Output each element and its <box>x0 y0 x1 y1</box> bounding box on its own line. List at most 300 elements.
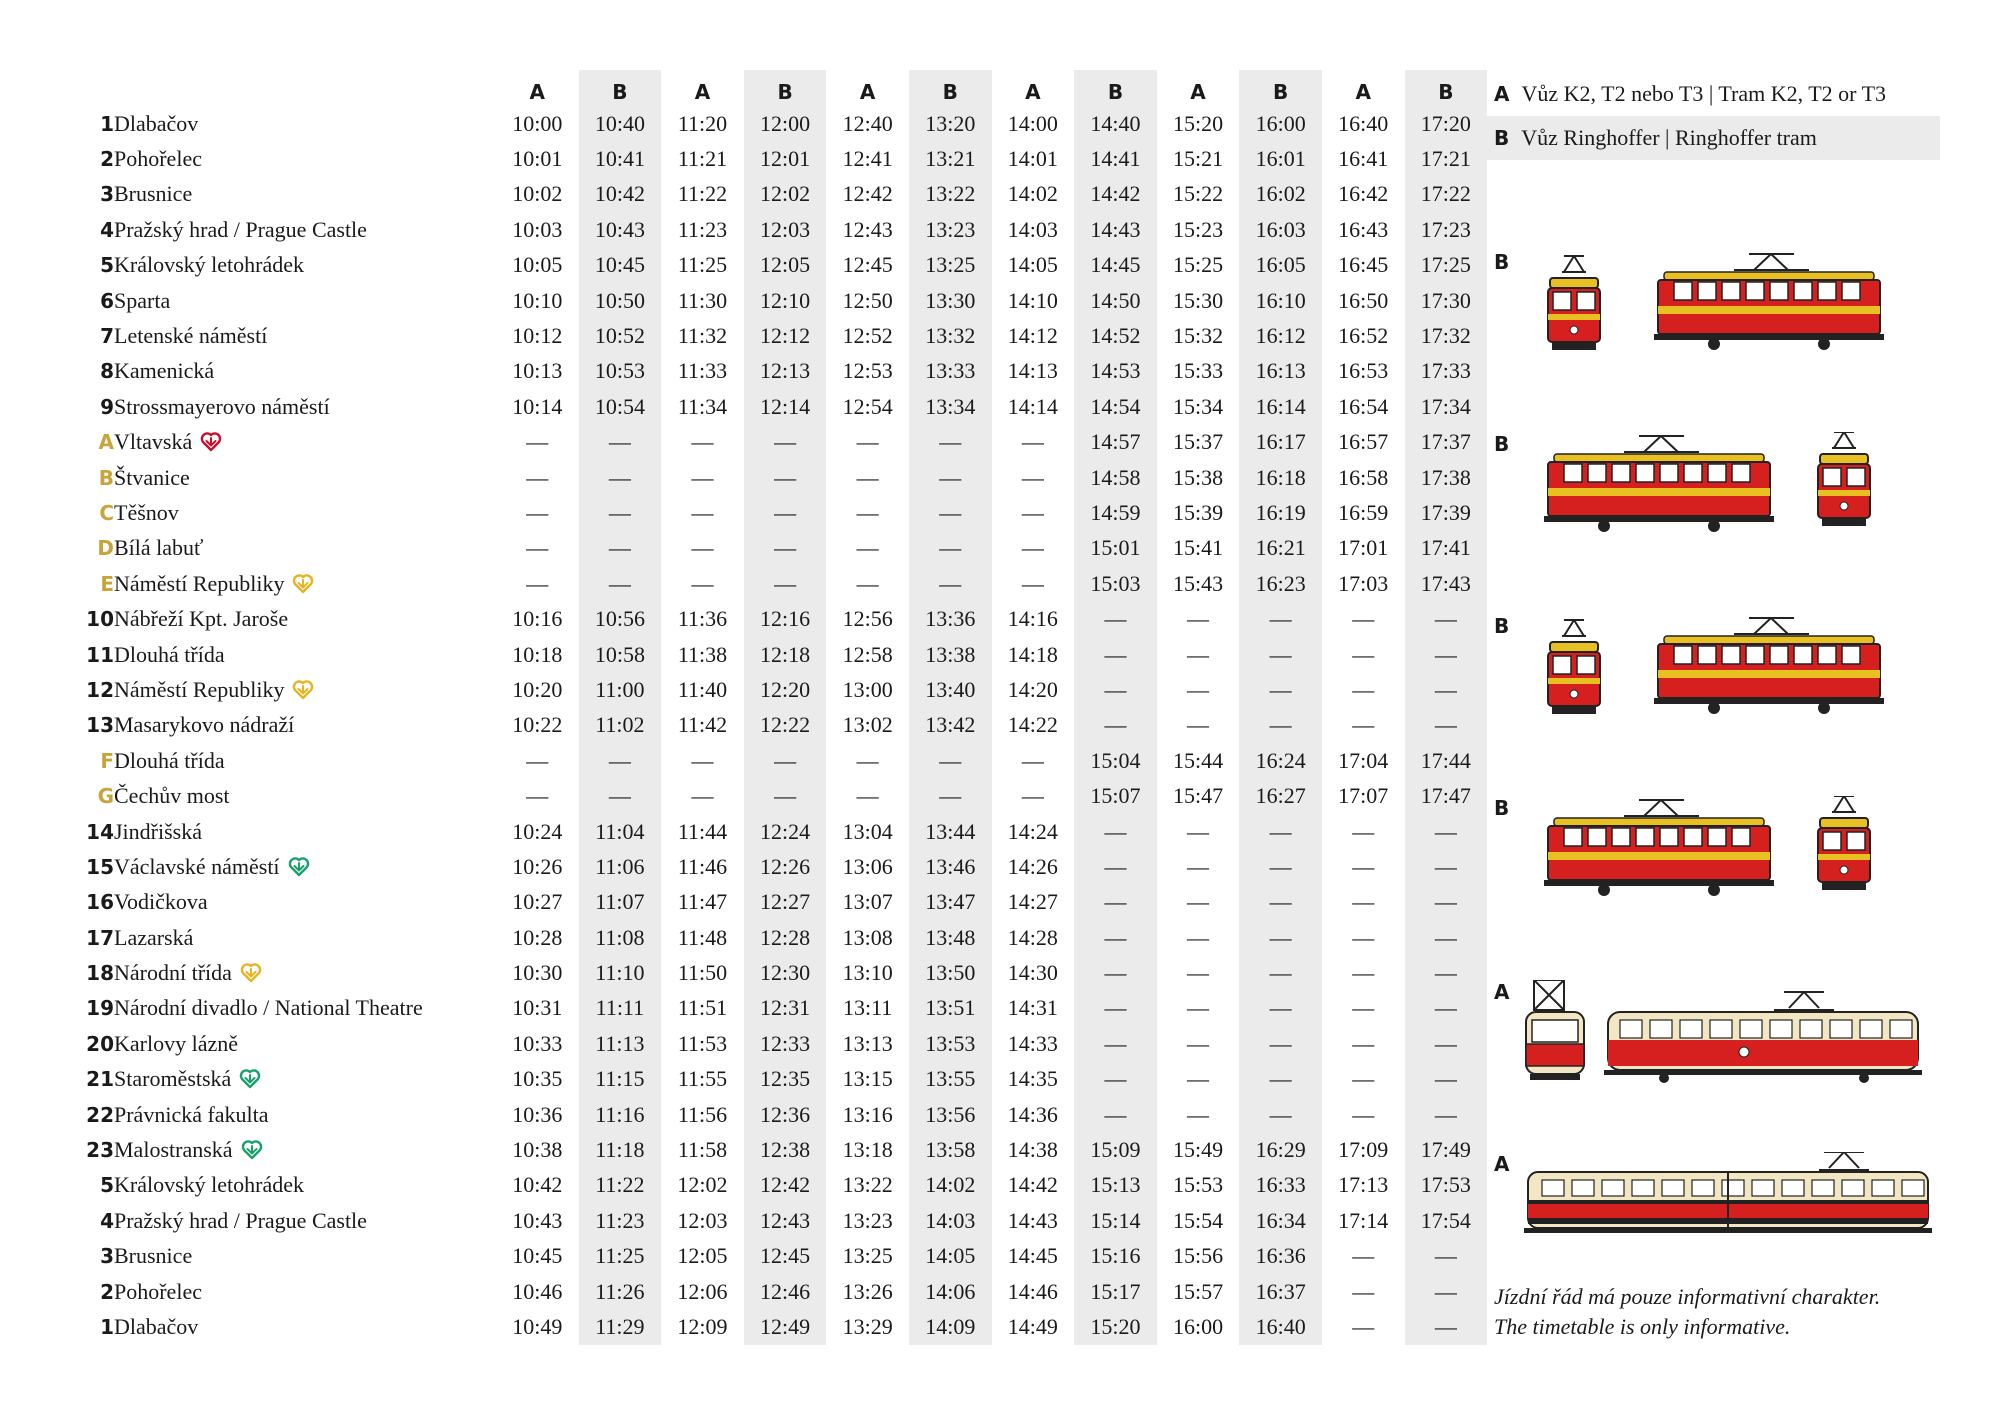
departure-time: 14:45 <box>1090 252 1141 278</box>
departure-time: 13:11 <box>843 995 893 1021</box>
stop-name: Lazarská <box>114 924 194 950</box>
departure-time: 13:25 <box>842 1243 893 1269</box>
stop-row <box>76 991 1487 1026</box>
tram-illustration <box>1494 250 1934 380</box>
stop-name-cell <box>114 708 496 743</box>
metro-yellow-icon <box>292 572 314 594</box>
departure-time: — <box>1104 1101 1127 1127</box>
departure-time: 15:14 <box>1090 1207 1141 1233</box>
departure-time: 13:53 <box>925 1030 976 1056</box>
departure-time: 14:09 <box>925 1313 976 1339</box>
stop-row <box>76 1097 1487 1132</box>
stop-row <box>76 814 1487 849</box>
departure-time: 10:43 <box>512 1207 563 1233</box>
stop-number: 11 <box>86 642 114 667</box>
departure-time: — <box>608 429 631 455</box>
departure-time: — <box>1352 1030 1375 1056</box>
departure-time: 16:37 <box>1255 1278 1306 1304</box>
departure-time: 11:22 <box>595 1172 645 1198</box>
departure-time: — <box>1434 641 1457 667</box>
departure-time: 13:38 <box>925 641 976 667</box>
departure-time: — <box>774 783 797 809</box>
departure-time: — <box>1104 1066 1127 1092</box>
departure-time: 12:50 <box>842 287 893 313</box>
departure-time: 11:47 <box>677 889 728 915</box>
departure-time: 10:05 <box>512 252 563 278</box>
departure-time: 12:38 <box>760 1137 811 1163</box>
departure-time: — <box>1352 1243 1375 1269</box>
departure-time: 12:42 <box>760 1172 811 1198</box>
stop-name: Pražský hrad / Prague Castle <box>114 1207 367 1233</box>
departure-time: 16:12 <box>1255 323 1306 349</box>
departure-time: 12:40 <box>842 110 893 136</box>
departure-time: 11:13 <box>595 1030 645 1056</box>
stop-row <box>76 141 1487 176</box>
departure-time: 16:05 <box>1255 252 1306 278</box>
departure-time: 13:00 <box>842 676 893 702</box>
departure-time: 12:18 <box>760 641 811 667</box>
departure-time: 15:20 <box>1172 110 1224 136</box>
departure-time: 16:40 <box>1255 1313 1306 1339</box>
departure-time: — <box>1434 712 1457 738</box>
departure-time: 13:26 <box>842 1278 893 1304</box>
departure-time: 12:45 <box>842 252 893 278</box>
departure-time: 10:53 <box>594 358 645 384</box>
departure-time: 13:32 <box>925 323 976 349</box>
departure-time: 14:27 <box>1007 889 1058 915</box>
departure-time: — <box>939 535 962 561</box>
tram-variant-letter: B <box>1494 614 1510 638</box>
stop-row <box>76 566 1487 601</box>
departure-time: 12:27 <box>760 889 811 915</box>
departure-time: — <box>1269 712 1292 738</box>
departure-time: 10:40 <box>594 110 645 136</box>
departure-time: — <box>1269 853 1292 879</box>
departure-time: — <box>1187 818 1210 844</box>
departure-time: 13:51 <box>925 995 976 1021</box>
stop-name: Malostranská <box>114 1137 233 1163</box>
departure-time: 11:32 <box>677 323 728 349</box>
departure-time: 14:05 <box>1007 252 1058 278</box>
departure-time: 13:07 <box>842 889 893 915</box>
departure-time: 10:42 <box>594 181 645 207</box>
departure-time: 16:33 <box>1255 1172 1306 1198</box>
departure-time: 14:50 <box>1090 287 1141 313</box>
departure-time: 17:30 <box>1420 287 1471 313</box>
departure-time: 10:36 <box>512 1101 563 1127</box>
departure-time: 17:44 <box>1420 747 1471 773</box>
departure-time: — <box>1434 853 1457 879</box>
departure-time: 16:54 <box>1338 393 1389 419</box>
departure-time: 14:58 <box>1090 464 1141 490</box>
departure-time: 11:06 <box>595 853 645 879</box>
stop-name-cell <box>114 1026 496 1061</box>
departure-time: 14:03 <box>925 1207 976 1233</box>
variant-header-row <box>76 70 1487 106</box>
departure-time: 12:02 <box>677 1172 728 1198</box>
departure-time: — <box>691 429 714 455</box>
departure-time: — <box>1269 818 1292 844</box>
departure-time: 14:43 <box>1007 1207 1058 1233</box>
stop-number: 12 <box>86 677 114 702</box>
stop-number: 3 <box>100 1244 114 1269</box>
departure-time: 12:54 <box>842 393 893 419</box>
disclaimer-cz: Jízdní řád má pouze informativní charakter. <box>1494 1284 1881 1309</box>
departure-time: — <box>1187 676 1210 702</box>
departure-time: 10:02 <box>512 181 563 207</box>
tram-variant-letter: B <box>1494 432 1510 456</box>
departure-time: — <box>856 499 879 525</box>
departure-time: 14:41 <box>1090 146 1141 172</box>
stop-row <box>76 212 1487 247</box>
departure-time: 15:37 <box>1172 429 1224 455</box>
departure-time: 12:49 <box>760 1313 811 1339</box>
stop-number: F <box>100 748 114 773</box>
departure-time: 11:34 <box>677 393 728 419</box>
departure-time: — <box>1352 1101 1375 1127</box>
stop-name-cell <box>114 1132 496 1167</box>
departure-time: 17:04 <box>1338 747 1389 773</box>
stop-row <box>76 885 1487 920</box>
departure-time: 12:31 <box>760 995 811 1021</box>
stop-row <box>76 531 1487 566</box>
departure-time: — <box>1352 818 1375 844</box>
departure-time: 12:03 <box>760 216 811 242</box>
departure-time: 12:30 <box>760 960 811 986</box>
departure-time: 10:43 <box>594 216 645 242</box>
departure-time: 14:03 <box>1007 216 1058 242</box>
departure-time: 11:08 <box>595 924 645 950</box>
departure-time: 14:30 <box>1007 960 1058 986</box>
departure-time: 13:29 <box>842 1313 893 1339</box>
metro-yellow-icon <box>292 678 314 700</box>
departure-time: 12:36 <box>760 1101 811 1127</box>
departure-time: — <box>1104 960 1127 986</box>
stop-row <box>76 1026 1487 1061</box>
departure-time: 16:50 <box>1338 287 1389 313</box>
departure-time: 10:26 <box>512 853 563 879</box>
departure-time: — <box>1352 606 1375 632</box>
stop-name: Těšnov <box>114 499 179 525</box>
stop-row <box>76 1062 1487 1097</box>
departure-time: — <box>1187 712 1210 738</box>
departure-time: 16:18 <box>1255 464 1306 490</box>
departure-time: 16:21 <box>1255 535 1306 561</box>
departure-time: 13:23 <box>842 1207 893 1233</box>
departure-time: — <box>1352 853 1375 879</box>
departure-time: 15:54 <box>1172 1207 1224 1233</box>
departure-time: 13:33 <box>925 358 976 384</box>
metro-green-icon <box>239 1067 261 1089</box>
departure-time: 16:24 <box>1255 747 1306 773</box>
stop-row <box>76 460 1487 495</box>
departure-time: 13:18 <box>842 1137 893 1163</box>
legend-letter: B <box>1494 126 1510 150</box>
stop-name: Brusnice <box>114 181 193 207</box>
departure-time: — <box>1021 570 1044 596</box>
departure-time: — <box>1434 1243 1457 1269</box>
departure-time: 15:04 <box>1090 747 1141 773</box>
departure-time: — <box>774 464 797 490</box>
departure-time: 16:45 <box>1338 252 1389 278</box>
tram-variant-letter: B <box>1494 250 1510 274</box>
departure-time: 10:00 <box>512 110 563 136</box>
metro-yellow-icon <box>240 961 262 983</box>
stop-number: 7 <box>100 324 114 349</box>
departure-time: 16:02 <box>1255 181 1306 207</box>
departure-time: 12:20 <box>760 676 811 702</box>
departure-time: — <box>1187 1066 1210 1092</box>
stop-number: 13 <box>86 713 114 738</box>
stop-row <box>76 672 1487 707</box>
departure-time: 11:51 <box>677 995 728 1021</box>
departure-time: 13:08 <box>842 924 893 950</box>
departure-time: 14:02 <box>925 1172 976 1198</box>
departure-time: 13:56 <box>925 1101 976 1127</box>
departure-time: 12:02 <box>760 181 811 207</box>
timetable <box>76 70 1487 1345</box>
departure-time: 12:43 <box>760 1207 811 1233</box>
ringhoffer-tram-icon <box>1514 432 1934 567</box>
stop-name: Dlouhá třída <box>114 747 225 773</box>
departure-time: 10:22 <box>512 712 563 738</box>
departure-time: 13:13 <box>842 1030 893 1056</box>
departure-time: — <box>774 499 797 525</box>
stop-number: 18 <box>86 961 114 986</box>
metro-green-icon <box>241 1138 263 1160</box>
stop-name-cell <box>114 354 496 389</box>
departure-time: — <box>1104 641 1127 667</box>
departure-time: — <box>1104 676 1127 702</box>
departure-time: 15:43 <box>1172 570 1224 596</box>
stop-name: Právnická fakulta <box>114 1101 269 1127</box>
departure-time: 17:20 <box>1420 110 1471 136</box>
departure-time: 10:30 <box>512 960 563 986</box>
stop-name-cell <box>114 1203 496 1238</box>
departure-time: 15:30 <box>1172 287 1224 313</box>
stop-name: Staroměstská <box>114 1066 232 1092</box>
departure-time: 13:22 <box>925 181 976 207</box>
legend-text: Vůz Ringhoffer | Ringhoffer tram <box>1521 125 1817 150</box>
stop-row <box>76 1309 1487 1344</box>
stop-number: 2 <box>100 1279 114 1304</box>
departure-time: — <box>1434 1066 1457 1092</box>
departure-time: — <box>1269 924 1292 950</box>
departure-time: — <box>856 535 879 561</box>
departure-time: 14:16 <box>1007 606 1058 632</box>
departure-time: 12:14 <box>760 393 811 419</box>
departure-time: — <box>608 535 631 561</box>
departure-time: — <box>1269 1101 1292 1127</box>
departure-time: 17:43 <box>1420 570 1471 596</box>
departure-time: 13:42 <box>925 712 976 738</box>
legend-item-b <box>1482 116 1940 160</box>
departure-time: — <box>1187 853 1210 879</box>
departure-time: 14:31 <box>1007 995 1058 1021</box>
departure-time: 12:28 <box>760 924 811 950</box>
departure-time: — <box>1434 1278 1457 1304</box>
departure-time: — <box>1187 641 1210 667</box>
departure-time: — <box>608 747 631 773</box>
departure-time: — <box>1021 783 1044 809</box>
departure-time: — <box>1187 924 1210 950</box>
departure-time: 15:38 <box>1172 464 1224 490</box>
departure-time: 14:20 <box>1007 676 1058 702</box>
departure-time: — <box>1187 1101 1210 1127</box>
departure-time: 15:57 <box>1172 1278 1224 1304</box>
departure-time: — <box>1104 853 1127 879</box>
departure-time: 12:46 <box>760 1278 811 1304</box>
departure-time: — <box>608 499 631 525</box>
departure-time: 17:09 <box>1338 1137 1389 1163</box>
variant-header: A <box>529 80 546 104</box>
stop-number: 4 <box>100 217 114 242</box>
stop-name-cell <box>114 743 496 778</box>
variant-header: B <box>1273 80 1289 104</box>
departure-time: — <box>939 783 962 809</box>
departure-time: — <box>526 535 549 561</box>
departure-time: 11:42 <box>677 712 728 738</box>
departure-time: — <box>1434 1313 1457 1339</box>
departure-time: 11:38 <box>677 641 728 667</box>
stop-name: Vltavská <box>114 429 193 455</box>
departure-time: — <box>1104 1030 1127 1056</box>
stop-row <box>76 248 1487 283</box>
metro-red-icon <box>200 430 222 452</box>
departure-time: 10:24 <box>512 818 563 844</box>
stop-name-cell <box>114 920 496 955</box>
departure-time: 11:22 <box>677 181 728 207</box>
departure-time: — <box>1104 924 1127 950</box>
departure-time: 13:48 <box>925 924 976 950</box>
departure-time: 11:33 <box>677 358 728 384</box>
t3-tram-icon <box>1514 980 1934 1115</box>
departure-time: 16:10 <box>1255 287 1306 313</box>
departure-time: 11:18 <box>595 1137 645 1163</box>
departure-time: 11:26 <box>595 1278 645 1304</box>
stop-number: 9 <box>100 394 114 419</box>
departure-time: — <box>526 570 549 596</box>
stop-row <box>76 1239 1487 1274</box>
departure-time: 11:23 <box>677 216 728 242</box>
departure-time: 11:02 <box>595 712 645 738</box>
departure-time: 14:01 <box>1007 146 1058 172</box>
departure-time: 10:13 <box>512 358 563 384</box>
departure-time: 17:14 <box>1338 1207 1389 1233</box>
stop-row <box>76 283 1487 318</box>
departure-time: — <box>608 464 631 490</box>
departure-time: 11:50 <box>677 960 728 986</box>
departure-time: — <box>856 783 879 809</box>
legend-item-a <box>1482 72 1940 116</box>
departure-time: 16:13 <box>1255 358 1306 384</box>
departure-time: — <box>1269 676 1292 702</box>
stop-number: 19 <box>86 996 114 1021</box>
departure-time: 14:35 <box>1007 1066 1058 1092</box>
tram-illustration <box>1494 1152 1934 1262</box>
departure-time: 10:33 <box>512 1030 563 1056</box>
departure-time: — <box>856 464 879 490</box>
departure-time: 16:52 <box>1338 323 1389 349</box>
stop-name-cell <box>114 531 496 566</box>
departure-time: 10:54 <box>594 393 645 419</box>
departure-time: 10:31 <box>512 995 563 1021</box>
stop-number: 3 <box>100 182 114 207</box>
departure-time: 16:29 <box>1255 1137 1306 1163</box>
departure-time: 17:49 <box>1420 1137 1471 1163</box>
departure-time: — <box>1434 924 1457 950</box>
departure-time: 12:56 <box>842 606 893 632</box>
stop-name-cell <box>114 814 496 849</box>
stop-name-cell <box>114 106 496 141</box>
departure-time: 15:39 <box>1172 499 1224 525</box>
variant-header: B <box>1438 80 1454 104</box>
departure-time: 15:03 <box>1090 570 1141 596</box>
departure-time: — <box>939 429 962 455</box>
departure-time: 12:01 <box>760 146 811 172</box>
departure-time: — <box>1352 1313 1375 1339</box>
departure-time: 14:26 <box>1007 853 1058 879</box>
departure-time: 14:22 <box>1007 712 1058 738</box>
departure-time: 11:16 <box>595 1101 645 1127</box>
departure-time: — <box>1434 1030 1457 1056</box>
stop-number: 1 <box>100 1314 114 1339</box>
departure-time: — <box>1021 499 1044 525</box>
departure-time: 14:06 <box>925 1278 976 1304</box>
stop-name: Náměstí Republiky <box>114 570 285 596</box>
variant-header: A <box>859 80 876 104</box>
stop-number: 20 <box>86 1031 114 1056</box>
departure-time: — <box>691 747 714 773</box>
stop-row <box>76 920 1487 955</box>
departure-time: 14:02 <box>1007 181 1058 207</box>
departure-time: 10:41 <box>594 146 645 172</box>
departure-time: — <box>1269 1066 1292 1092</box>
departure-time: 16:42 <box>1338 181 1389 207</box>
departure-time: 15:07 <box>1090 783 1141 809</box>
stop-name-cell <box>114 955 496 990</box>
stop-name: Brusnice <box>114 1243 193 1269</box>
departure-time: 17:54 <box>1420 1207 1471 1233</box>
stop-number: G <box>97 784 114 809</box>
departure-time: — <box>1021 464 1044 490</box>
departure-time: — <box>1434 960 1457 986</box>
departure-time: 12:10 <box>760 287 811 313</box>
departure-time: 15:22 <box>1172 181 1224 207</box>
timetable-body <box>76 106 1487 1345</box>
departure-time: 15:34 <box>1172 393 1224 419</box>
departure-time: 10:10 <box>512 287 563 313</box>
departure-time: 11:25 <box>677 252 728 278</box>
stop-name-cell <box>114 425 496 460</box>
departure-time: 17:53 <box>1420 1172 1471 1198</box>
departure-time: — <box>1352 712 1375 738</box>
departure-time: 11:04 <box>595 818 645 844</box>
departure-time: — <box>774 429 797 455</box>
tram-illustration <box>1494 432 1934 562</box>
departure-time: 13:46 <box>925 853 976 879</box>
departure-time: — <box>1269 889 1292 915</box>
departure-time: 12:58 <box>842 641 893 667</box>
departure-time: — <box>1434 995 1457 1021</box>
stop-row <box>76 389 1487 424</box>
stop-name-cell <box>114 991 496 1026</box>
departure-time: 16:40 <box>1338 110 1389 136</box>
departure-time: — <box>1269 1030 1292 1056</box>
departure-time: 13:47 <box>925 889 976 915</box>
stop-number: 10 <box>86 607 114 632</box>
stop-name: Náměstí Republiky <box>114 676 285 702</box>
